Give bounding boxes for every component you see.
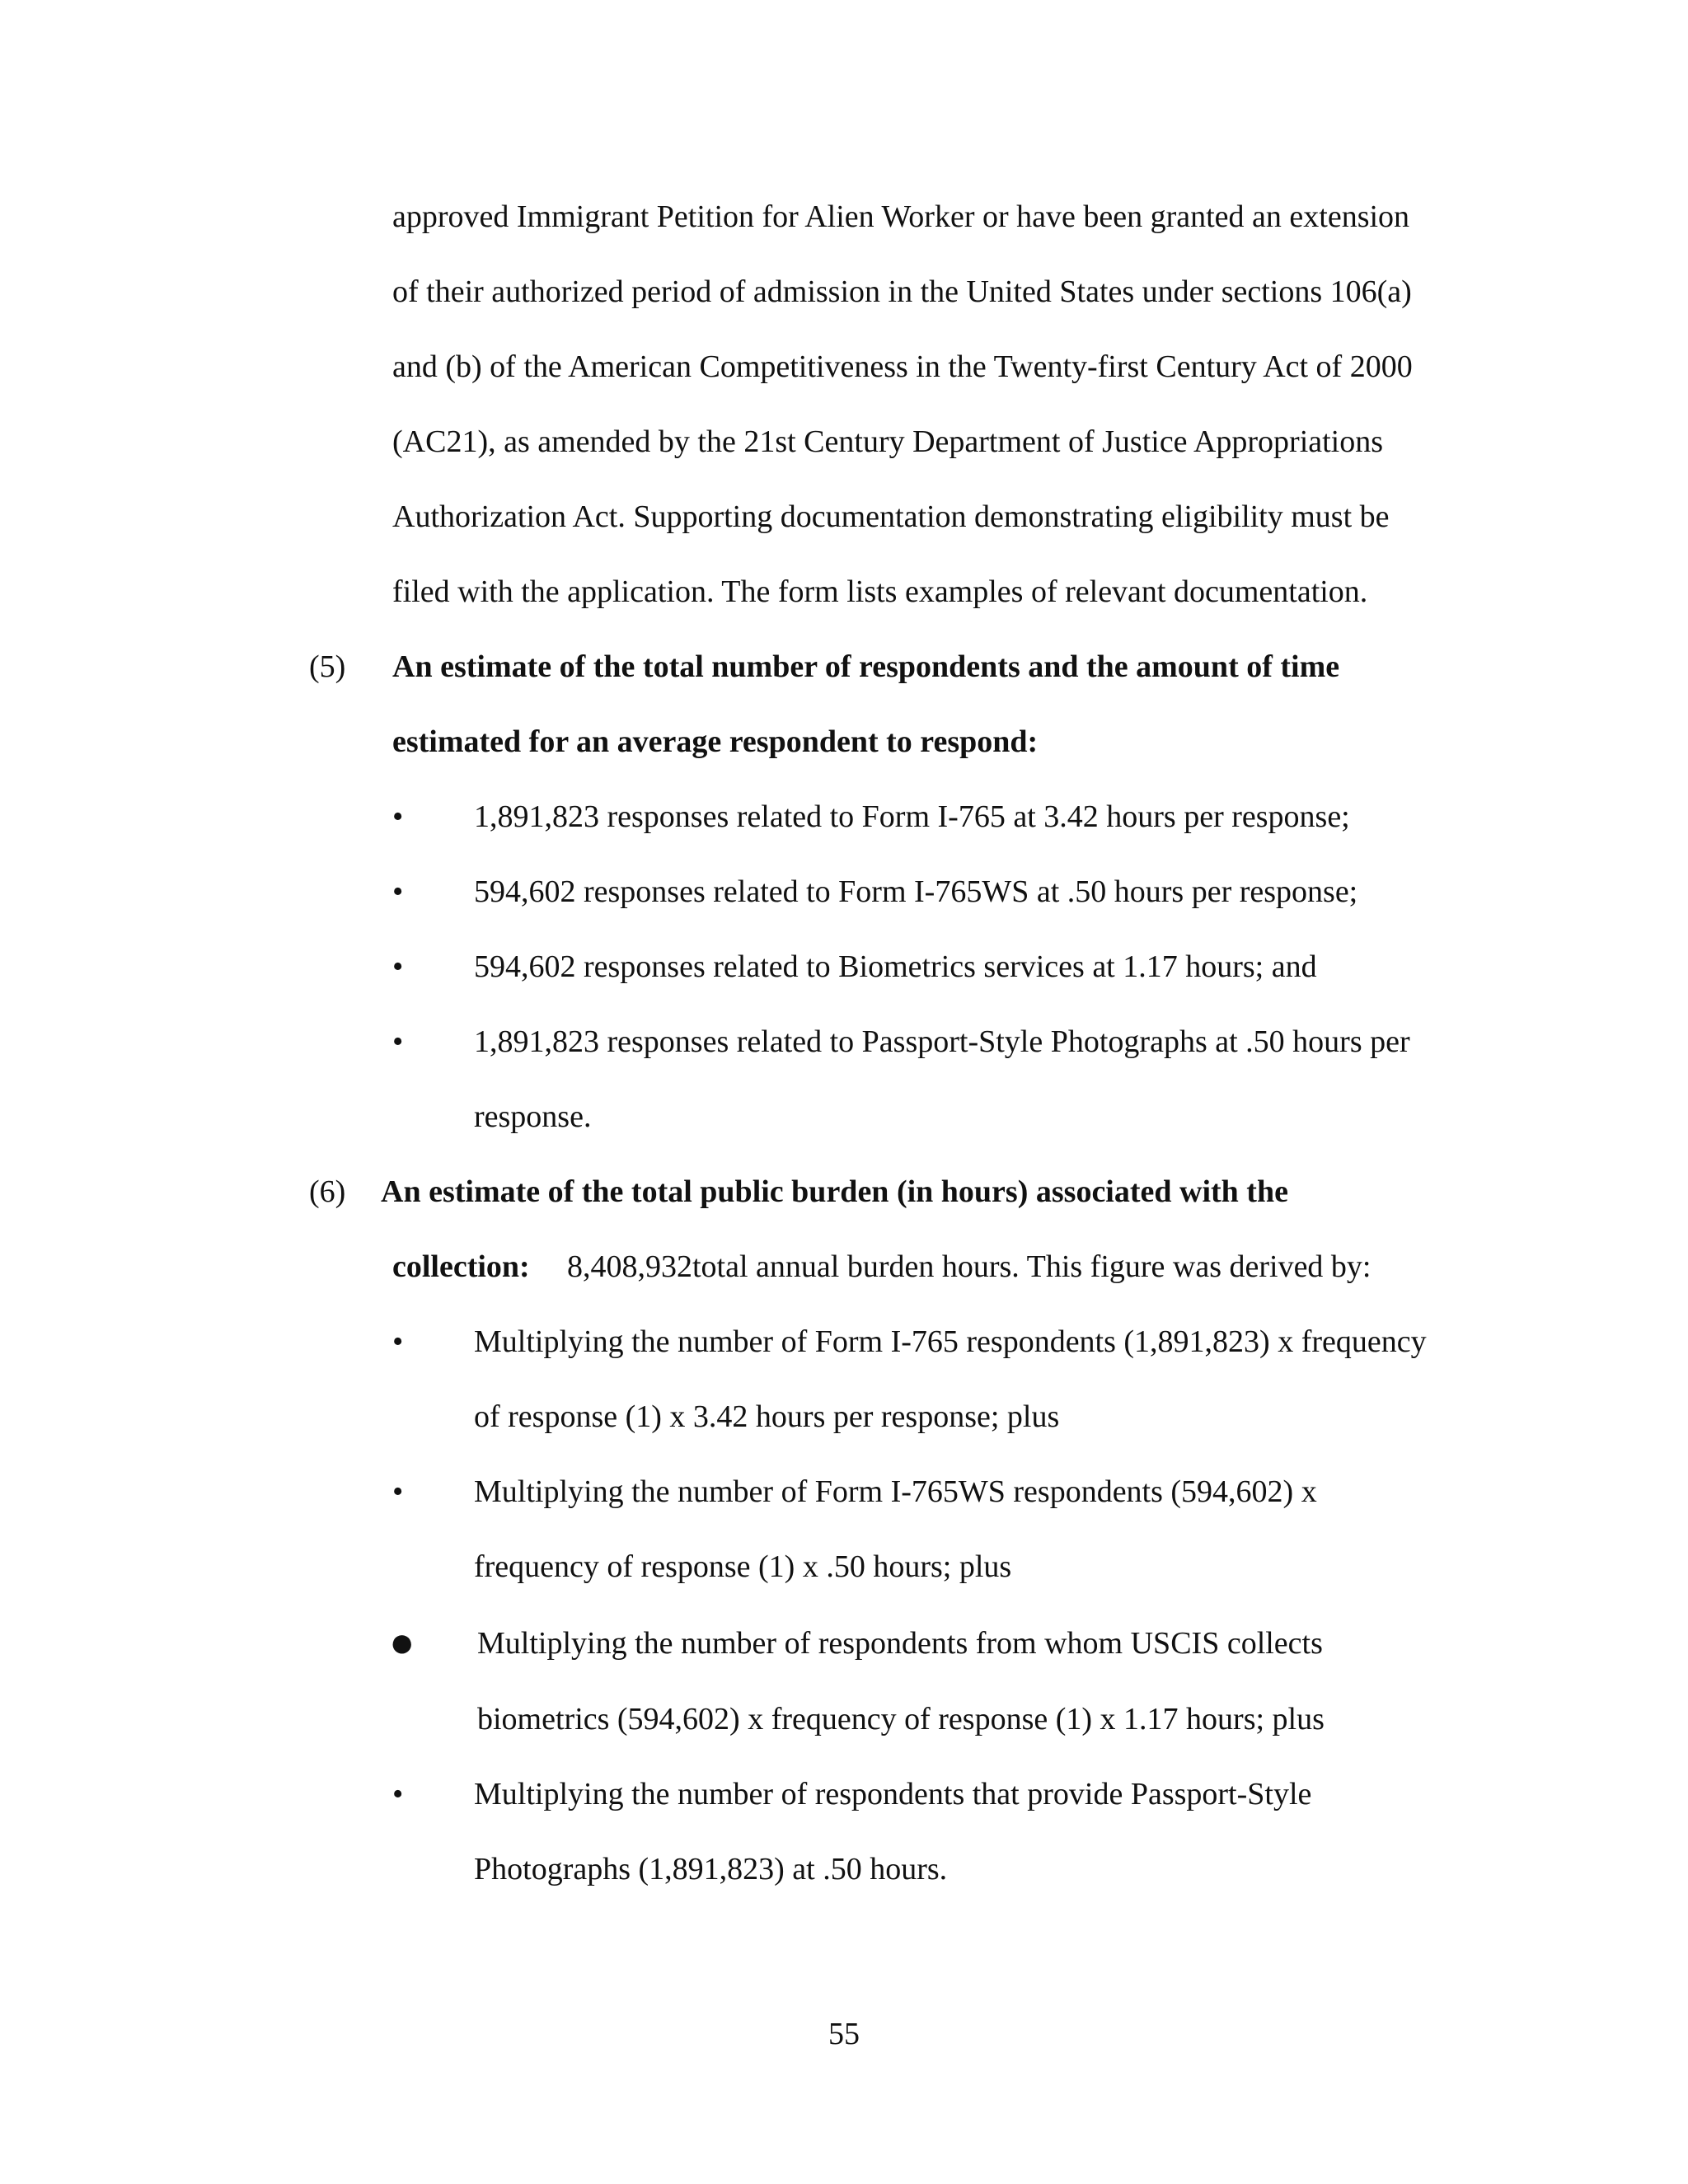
intro-line-5: Authorization Act. Supporting documentation demonstrating eligibility must be [392,499,1390,534]
page-number: 55 [828,2017,860,2051]
bullet-icon: • [392,1777,404,1811]
bullet-icon: ● [389,1619,415,1666]
section-6-bullet-1-line-1: Multiplying the number of Form I-765 respondents (1,891,823) x frequency [474,1324,1427,1359]
section-6-heading-collection: collection: [392,1249,530,1284]
intro-line-3: and (b) of the American Competitiveness in the Twenty-first Century Act of 2000 [392,349,1413,384]
bullet-icon: • [392,799,404,834]
section-6-bullet-3-line-2: biometrics (594,602) x frequency of response (1) x 1.17 hours; plus [477,1702,1325,1736]
section-5-heading-line-2: estimated for an average respondent to respond: [392,724,1039,759]
section-5-bullet-4-line-2: response. [474,1099,592,1134]
bullet-icon: • [392,1474,404,1509]
section-6-bullet-4-line-1: Multiplying the number of respondents that provide Passport-Style [474,1777,1312,1811]
section-6-bullet-2-line-2: frequency of response (1) x .50 hours; plus [474,1549,1012,1584]
section-5-bullet-4-line-1: 1,891,823 responses related to Passport-Style Photographs at .50 hours per [474,1024,1410,1059]
section-6-bullet-3-line-1: Multiplying the number of respondents from whom USCIS collects [477,1626,1323,1661]
intro-line-6: filed with the application. The form lists examples of relevant documentation. [392,574,1368,609]
bullet-icon: • [392,949,404,984]
section-6-bullet-2-line-1: Multiplying the number of Form I-765WS respondents (594,602) x [474,1474,1317,1509]
section-5-number: (5) [309,649,346,684]
bullet-icon: • [392,1324,404,1359]
section-6-bullet-1-line-2: of response (1) x 3.42 hours per response; plus [474,1399,1060,1434]
section-6-total-burden: 8,408,932total annual burden hours. This figure was derived by: [567,1249,1372,1284]
intro-line-1: approved Immigrant Petition for Alien Worker or have been granted an extension [392,199,1410,234]
section-5-heading-line-1: An estimate of the total number of respondents and the amount of time [392,649,1340,684]
section-5-bullet-2: 594,602 responses related to Form I-765WS at .50 hours per response; [474,874,1358,909]
section-6-number: (6) [309,1174,346,1209]
section-6-heading-line-1: An estimate of the total public burden (in hours) associated with the [381,1174,1288,1209]
intro-line-4: (AC21), as amended by the 21st Century Department of Justice Appropriations [392,424,1384,459]
section-5-bullet-1: 1,891,823 responses related to Form I-765 at 3.42 hours per response; [474,799,1350,834]
bullet-icon: • [392,1024,404,1059]
section-6-bullet-4-line-2: Photographs (1,891,823) at .50 hours. [474,1852,948,1886]
intro-line-2: of their authorized period of admission in the United States under sections 106(a) [392,274,1412,309]
bullet-icon: • [392,874,404,909]
section-5-bullet-3: 594,602 responses related to Biometrics services at 1.17 hours; and [474,949,1317,984]
